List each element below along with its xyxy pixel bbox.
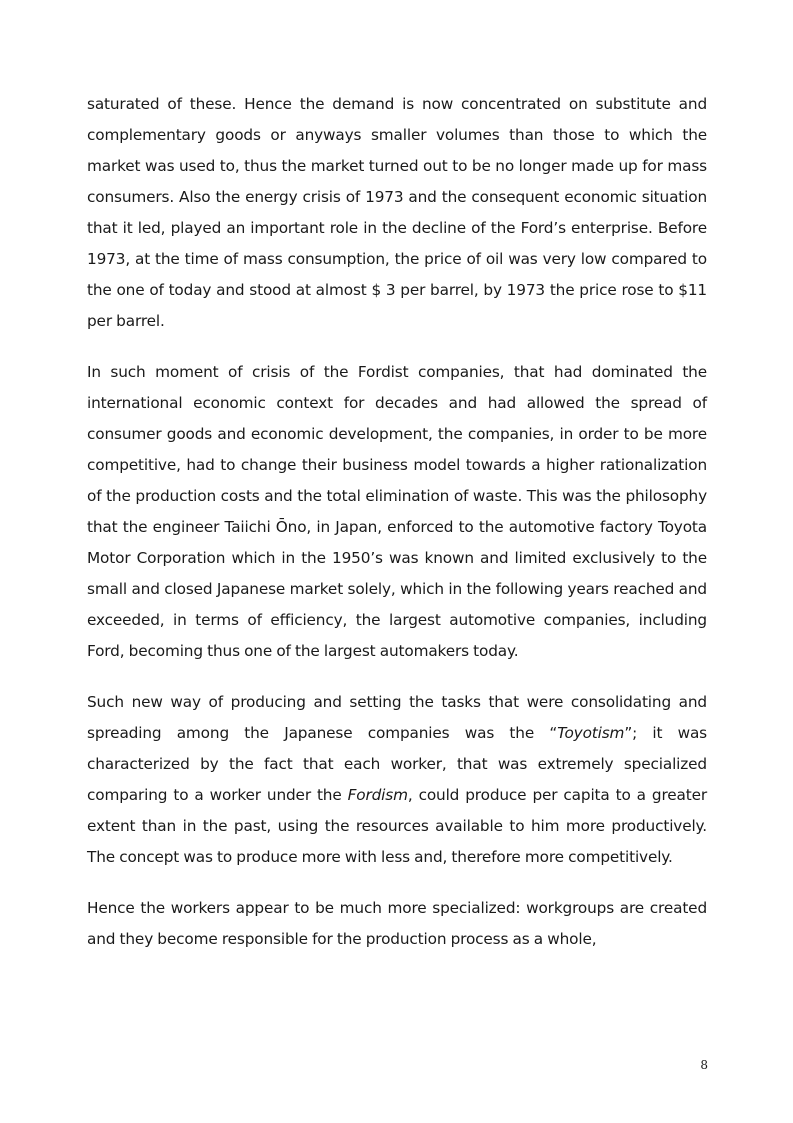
paragraph-3 [87,687,707,873]
paragraph-2-text: In such moment of crisis of the Fordist companies, that had dominated the international economic context for decades and had allowed the spread of consumer goods and economic development, the companies, in order to be more competitive, had to change their business model towards a higher rationalization of the production costs and the total elimination of waste. This was the philosophy that the engineer Taiichi Ōno, in Japan, enforced to the automotive factory Toyota Motor Corporation which in the 1950’s was known and limited exclusively to the small and closed Japanese market solely, which in the following years reached and exceeded, in terms of efficiency, the largest automotive companies, including Ford, becoming thus one of the largest automakers today. [87,363,707,660]
paragraph-3-text-c: , could produce per capita to a greater extent than in the past, using the resources available to him more productively. The concept was to produce more with less and, therefore more competitively. [87,786,708,866]
fordism-term: Fordism [347,786,408,804]
paragraph-1-text: saturated of these. Hence the demand is now concentrated on substitute and complementary goods or anyways smaller volumes than those to which the market was used to, thus the market turned out to be no longer made up for mass consumers. Also the energy crisis of 1973 and the consequent economic situation that it led, played an important role in the decline of the Ford’s enterprise. Before 1973, at the time of mass consumption, the price of oil was very low compared to the one of today and stood at almost $ 3 per barrel, by 1973 the price rose to $11 per barrel. [87,95,707,330]
paragraph-4 [87,893,707,955]
page-number: 8 [700,1058,708,1072]
page-body [87,89,707,975]
paragraph-3-text-a: Such new way of producing and setting the tasks that were consolidating and spreading among the Japanese companies was the “ [87,693,707,742]
toyotism-term: Toyotism [557,724,625,742]
paragraph-4-text: Hence the workers appear to be much more specialized: workgroups are created and they become responsible for the production process as a whole, [87,899,707,948]
paragraph-1 [87,89,707,337]
paragraph-3-text-b: ”; it was characterized by the fact that each worker, that was extremely specialized comparing to a worker under the [87,724,708,804]
paragraph-2 [87,357,707,667]
